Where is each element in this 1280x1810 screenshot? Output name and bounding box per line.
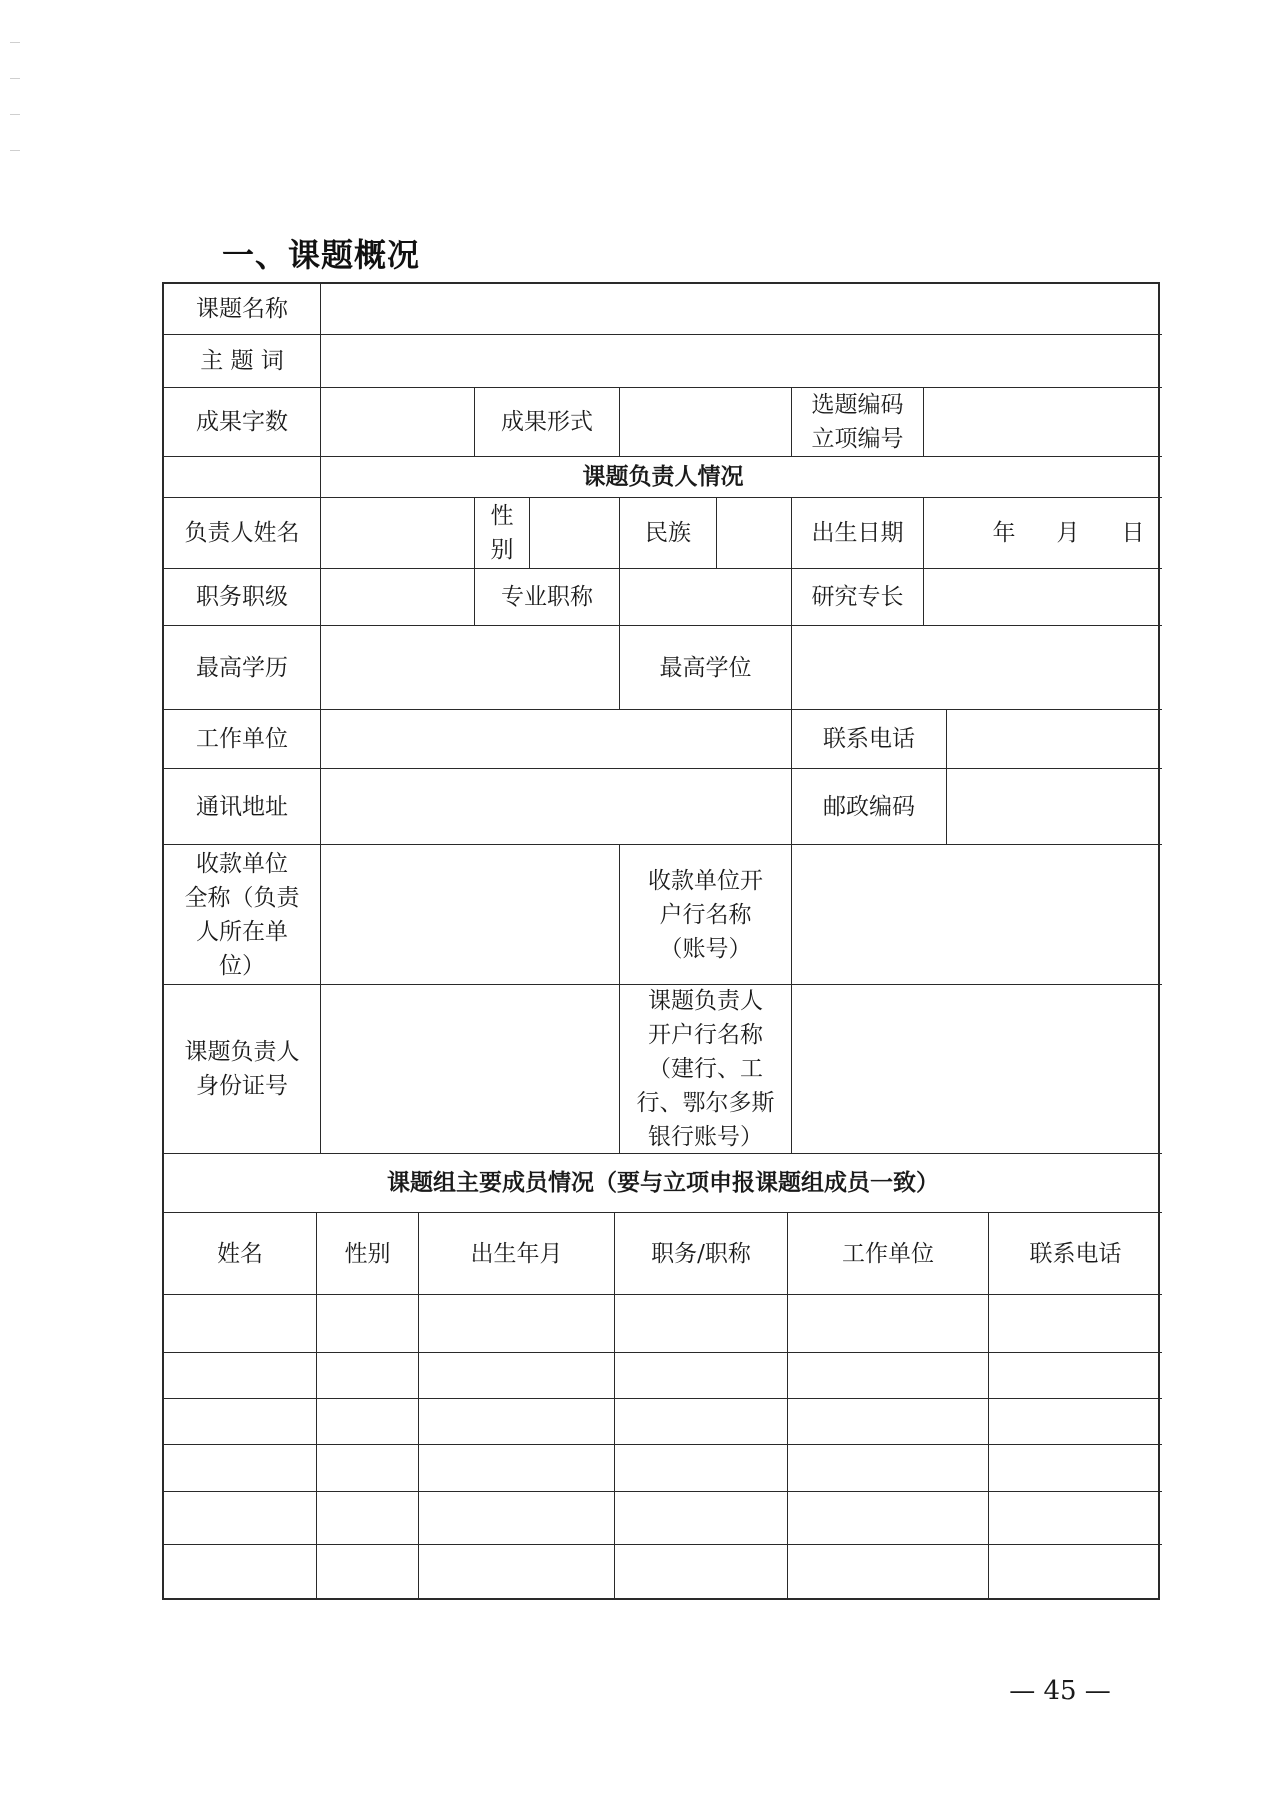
member-name-cell[interactable] bbox=[164, 1445, 316, 1491]
payee-field[interactable] bbox=[321, 845, 619, 984]
members-col-birth: 出生年月 bbox=[470, 1240, 563, 1267]
member-phone-cell[interactable] bbox=[989, 1545, 1162, 1600]
member-gender-cell[interactable] bbox=[317, 1445, 418, 1491]
member-title-cell[interactable] bbox=[615, 1445, 787, 1491]
member-name-cell[interactable] bbox=[164, 1295, 316, 1352]
member-gender-cell[interactable] bbox=[317, 1295, 418, 1352]
members-col-title: 职务/职称 bbox=[651, 1240, 751, 1267]
address-label: 通讯地址 bbox=[196, 793, 288, 820]
member-gender-cell[interactable] bbox=[317, 1492, 418, 1544]
word-count-label: 成果字数 bbox=[196, 409, 288, 435]
member-phone-cell[interactable] bbox=[989, 1399, 1162, 1444]
member-phone-cell[interactable] bbox=[989, 1353, 1162, 1398]
ethnicity-field[interactable] bbox=[717, 498, 791, 568]
birth-year-unit: 年 bbox=[992, 520, 1016, 546]
member-name-cell[interactable] bbox=[164, 1492, 316, 1544]
page-number: — 45 — bbox=[1009, 1676, 1111, 1706]
margin-mark bbox=[10, 78, 20, 79]
member-phone-cell[interactable] bbox=[989, 1445, 1162, 1491]
member-title-cell[interactable] bbox=[615, 1399, 787, 1444]
member-name-cell[interactable] bbox=[164, 1545, 316, 1600]
topic-name-field[interactable] bbox=[321, 284, 1162, 334]
ethnicity-label: 民族 bbox=[645, 520, 691, 546]
member-title-cell[interactable] bbox=[615, 1353, 787, 1398]
id-number-label: 课题负责人 身份证号 bbox=[184, 1039, 300, 1099]
postcode-label: 邮政编码 bbox=[823, 793, 915, 820]
birth-date-label: 出生日期 bbox=[811, 520, 904, 546]
result-form-field[interactable] bbox=[620, 388, 791, 456]
expertise-field[interactable] bbox=[924, 569, 1162, 625]
degree-label: 最高学位 bbox=[659, 654, 752, 681]
member-employer-cell[interactable] bbox=[788, 1545, 988, 1600]
professional-title-field[interactable] bbox=[620, 569, 791, 625]
topic-code-field[interactable] bbox=[924, 388, 1162, 456]
margin-mark bbox=[10, 150, 20, 151]
member-birth-cell[interactable] bbox=[419, 1353, 614, 1398]
members-col-employer: 工作单位 bbox=[842, 1240, 934, 1267]
member-gender-cell[interactable] bbox=[317, 1545, 418, 1600]
members-col-name: 姓名 bbox=[217, 1240, 263, 1267]
project-overview-table bbox=[162, 282, 1160, 1600]
phone-field[interactable] bbox=[947, 710, 1162, 768]
education-label: 最高学历 bbox=[196, 654, 288, 681]
topic-name-label: 课题名称 bbox=[196, 296, 288, 322]
member-employer-cell[interactable] bbox=[788, 1399, 988, 1444]
payee-bank-field[interactable] bbox=[792, 845, 1162, 984]
payee-label: 收款单位 全称（负责 人所在单 位） bbox=[184, 850, 300, 979]
expertise-label: 研究专长 bbox=[811, 584, 904, 610]
keywords-field[interactable] bbox=[321, 335, 1162, 387]
phone-label: 联系电话 bbox=[823, 726, 915, 752]
member-title-cell[interactable] bbox=[615, 1492, 787, 1544]
margin-mark bbox=[10, 114, 20, 115]
position-label: 职务职级 bbox=[196, 584, 288, 610]
postcode-field[interactable] bbox=[947, 769, 1162, 844]
word-count-field[interactable] bbox=[321, 388, 474, 456]
address-field[interactable] bbox=[321, 769, 791, 844]
leader-bank-field[interactable] bbox=[792, 985, 1162, 1153]
members-section-heading: 课题组主要成员情况（要与立项申报课题组成员一致） bbox=[387, 1169, 939, 1196]
gender-field[interactable] bbox=[530, 498, 619, 568]
leader-section-heading: 课题负责人情况 bbox=[582, 463, 744, 490]
leader-name-label: 负责人姓名 bbox=[184, 520, 300, 546]
member-birth-cell[interactable] bbox=[419, 1545, 614, 1600]
member-birth-cell[interactable] bbox=[419, 1295, 614, 1352]
section-title: 一、课题概况 bbox=[222, 236, 421, 274]
members-col-phone: 联系电话 bbox=[1029, 1240, 1122, 1267]
position-field[interactable] bbox=[321, 569, 474, 625]
member-birth-cell[interactable] bbox=[419, 1492, 614, 1544]
member-name-cell[interactable] bbox=[164, 1399, 316, 1444]
topic-code-label: 选题编码 立项编号 bbox=[811, 392, 904, 452]
keywords-label: 主 题 词 bbox=[200, 348, 284, 374]
member-gender-cell[interactable] bbox=[317, 1353, 418, 1398]
payee-bank-label: 收款单位开 户行名称 （账号） bbox=[648, 867, 763, 962]
degree-field[interactable] bbox=[792, 626, 1162, 709]
member-birth-cell[interactable] bbox=[419, 1445, 614, 1491]
employer-label: 工作单位 bbox=[196, 726, 288, 752]
leader-name-field[interactable] bbox=[321, 498, 474, 568]
members-col-gender: 性别 bbox=[344, 1240, 391, 1267]
member-title-cell[interactable] bbox=[615, 1295, 787, 1352]
birth-month-unit: 月 bbox=[1056, 520, 1080, 546]
member-phone-cell[interactable] bbox=[989, 1295, 1162, 1352]
member-name-cell[interactable] bbox=[164, 1353, 316, 1398]
member-employer-cell[interactable] bbox=[788, 1445, 988, 1491]
professional-title-label: 专业职称 bbox=[501, 584, 593, 610]
id-number-field[interactable] bbox=[321, 985, 619, 1153]
result-form-label: 成果形式 bbox=[501, 409, 593, 435]
leader-bank-label: 课题负责人 开户行名称 （建行、工 行、鄂尔多斯 银行账号） bbox=[636, 988, 775, 1150]
member-employer-cell[interactable] bbox=[788, 1353, 988, 1398]
member-employer-cell[interactable] bbox=[788, 1492, 988, 1544]
education-field[interactable] bbox=[321, 626, 619, 709]
gender-label: 性 别 bbox=[490, 503, 514, 563]
member-employer-cell[interactable] bbox=[788, 1295, 988, 1352]
margin-mark bbox=[10, 42, 20, 43]
member-phone-cell[interactable] bbox=[989, 1492, 1162, 1544]
member-title-cell[interactable] bbox=[615, 1545, 787, 1600]
birth-day-unit: 日 bbox=[1121, 520, 1145, 546]
member-gender-cell[interactable] bbox=[317, 1399, 418, 1444]
member-birth-cell[interactable] bbox=[419, 1399, 614, 1444]
employer-field[interactable] bbox=[321, 710, 791, 768]
